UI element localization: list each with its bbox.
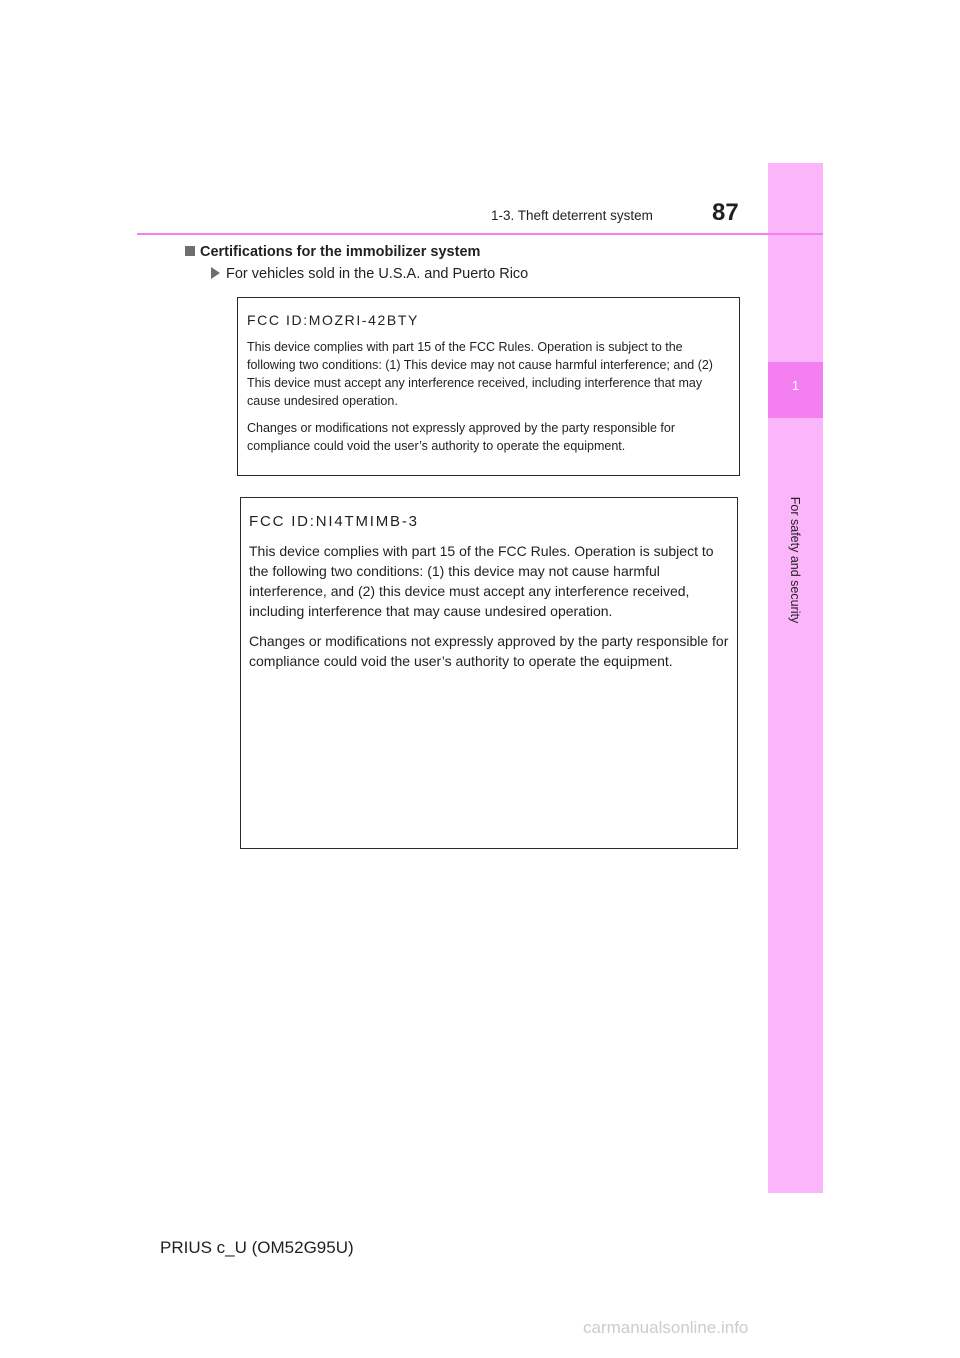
square-bullet-icon bbox=[185, 246, 195, 256]
chapter-title: For safety and security bbox=[788, 496, 802, 624]
section-heading bbox=[185, 244, 480, 260]
section-title: 1-3. Theft deterrent system bbox=[491, 208, 653, 223]
subheading bbox=[211, 266, 528, 282]
compliance-statement: This device complies with part 15 of the FCC Rules. Operation is subject to the following two conditions: (1) this device may not cause harmful interference, and (2) this device must accept any interference received, including interference that may cause undesired operation. bbox=[249, 543, 714, 619]
triangle-bullet-icon bbox=[211, 267, 220, 279]
chapter-number: 1 bbox=[791, 378, 800, 393]
subheading-text: For vehicles sold in the U.S.A. and Puerto Rico bbox=[226, 266, 529, 282]
chapter-side-tab bbox=[768, 163, 823, 1193]
fcc-id: FCC ID:NI4TMIMB-3 bbox=[249, 513, 419, 530]
fcc-id: FCC ID:MOZRI-42BTY bbox=[247, 312, 419, 328]
watermark: carmanualsonline.info bbox=[583, 1318, 749, 1337]
fcc-label-1 bbox=[237, 297, 740, 476]
fcc-label-2 bbox=[240, 497, 738, 849]
page-number: 87 bbox=[712, 199, 739, 226]
document-id: PRIUS c_U (OM52G95U) bbox=[160, 1238, 354, 1257]
modification-warning: Changes or modifications not expressly approved by the party responsible for compliance could void the user’s authority to operate the equipment. bbox=[249, 633, 729, 669]
header-rule bbox=[137, 233, 823, 235]
compliance-statement: This device complies with part 15 of the FCC Rules. Operation is subject to the following two conditions: (1) This device may not cause harmful interference; and (2) This device must accept any interference received, including interference that may cause undesired operation. bbox=[247, 340, 713, 408]
section-heading-text: Certifications for the immobilizer system bbox=[200, 244, 481, 260]
modification-warning: Changes or modifications not expressly approved by the party responsible for compliance could void the user’s authority to operate the equipment. bbox=[247, 421, 676, 453]
